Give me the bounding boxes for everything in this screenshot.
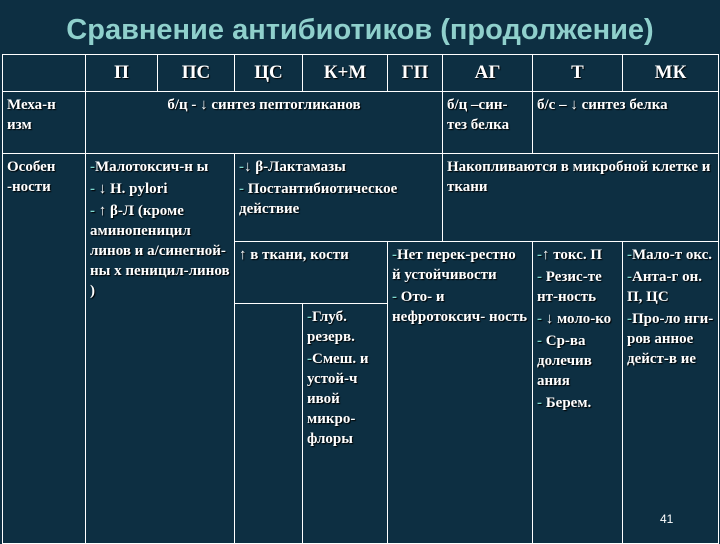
mechanism-cell-ag: б/ц –син- тез белка: [443, 92, 533, 154]
features-cell-ag: [388, 242, 533, 544]
header-col-km: К+М: [303, 55, 388, 92]
slide-title: Сравнение антибиотиков (продолжение): [66, 14, 654, 46]
header-col-t: Т: [533, 55, 623, 92]
feature-item: - ↓ моло-ко: [537, 311, 612, 327]
mechanism-label: Меха-н изм: [3, 92, 86, 154]
feature-item: -Про-ло нги-ров анное дейст-в ие: [627, 311, 714, 367]
header-col-gp: ГП: [388, 55, 443, 92]
feature-item: - Ср-ва долечив ания: [537, 333, 592, 389]
feature-item: - Берем.: [537, 395, 592, 411]
features-row-1: [3, 154, 719, 242]
header-col-cs: ЦС: [235, 55, 303, 92]
comparison-table: [2, 54, 719, 544]
mechanism-cell-t-mk: б/с – ↓ синтез белка: [533, 92, 719, 154]
feature-item: -Анта-г он. П, ЦС: [627, 269, 702, 305]
features-cell-t-mk: Накопливаются в микробной клетке и ткани: [443, 154, 719, 242]
feature-item: -Смеш. и устой-ч ивой микро- флоры: [307, 351, 369, 447]
header-col-p: П: [86, 55, 158, 92]
feature-item: -Мало-т окс.: [627, 247, 712, 263]
header-col-ps: ПС: [158, 55, 235, 92]
feature-item: - ↑ β-Л (кроме аминопеницил линов и а/синегной-ны х пеницил-линов ): [90, 203, 230, 299]
feature-item: -↓ β-Лактамазы: [239, 159, 346, 175]
header-row: [3, 55, 719, 92]
mechanism-row: [3, 92, 719, 154]
header-corner-cell: [3, 55, 86, 92]
features-cell-t: [533, 242, 623, 544]
feature-item: - Резис-те нт-ность: [537, 269, 602, 305]
features-cell-cs-km-gp: [235, 154, 443, 242]
header-col-ag: АГ: [443, 55, 533, 92]
features-cell-tissue-bone: ↑ в ткани, кости: [235, 242, 388, 304]
features-cell-gp: [303, 304, 388, 544]
page-number: 41: [660, 512, 674, 526]
feature-item: -↑ токс. П: [537, 247, 603, 263]
features-label: Особен -ности: [3, 154, 86, 544]
feature-item: - Ото- и нефротоксич- ность: [392, 289, 528, 325]
feature-item: -Нет перек-рестно й устойчивости: [392, 247, 516, 283]
feature-item: -Глуб. резерв.: [307, 309, 355, 345]
feature-item: - Постантибиотическое действие: [239, 181, 398, 217]
feature-item: - ↓ H. pylori: [90, 181, 168, 197]
header-col-mk: МК: [623, 55, 719, 92]
mechanism-cell-cell-wall: б/ц - ↓ синтез пептогликанов: [86, 92, 443, 154]
features-cell-km-empty: [235, 304, 303, 544]
features-cell-p-ps: [86, 154, 235, 544]
feature-item: -Малотоксич-н ы: [90, 159, 209, 175]
features-cell-mk: [623, 242, 719, 544]
